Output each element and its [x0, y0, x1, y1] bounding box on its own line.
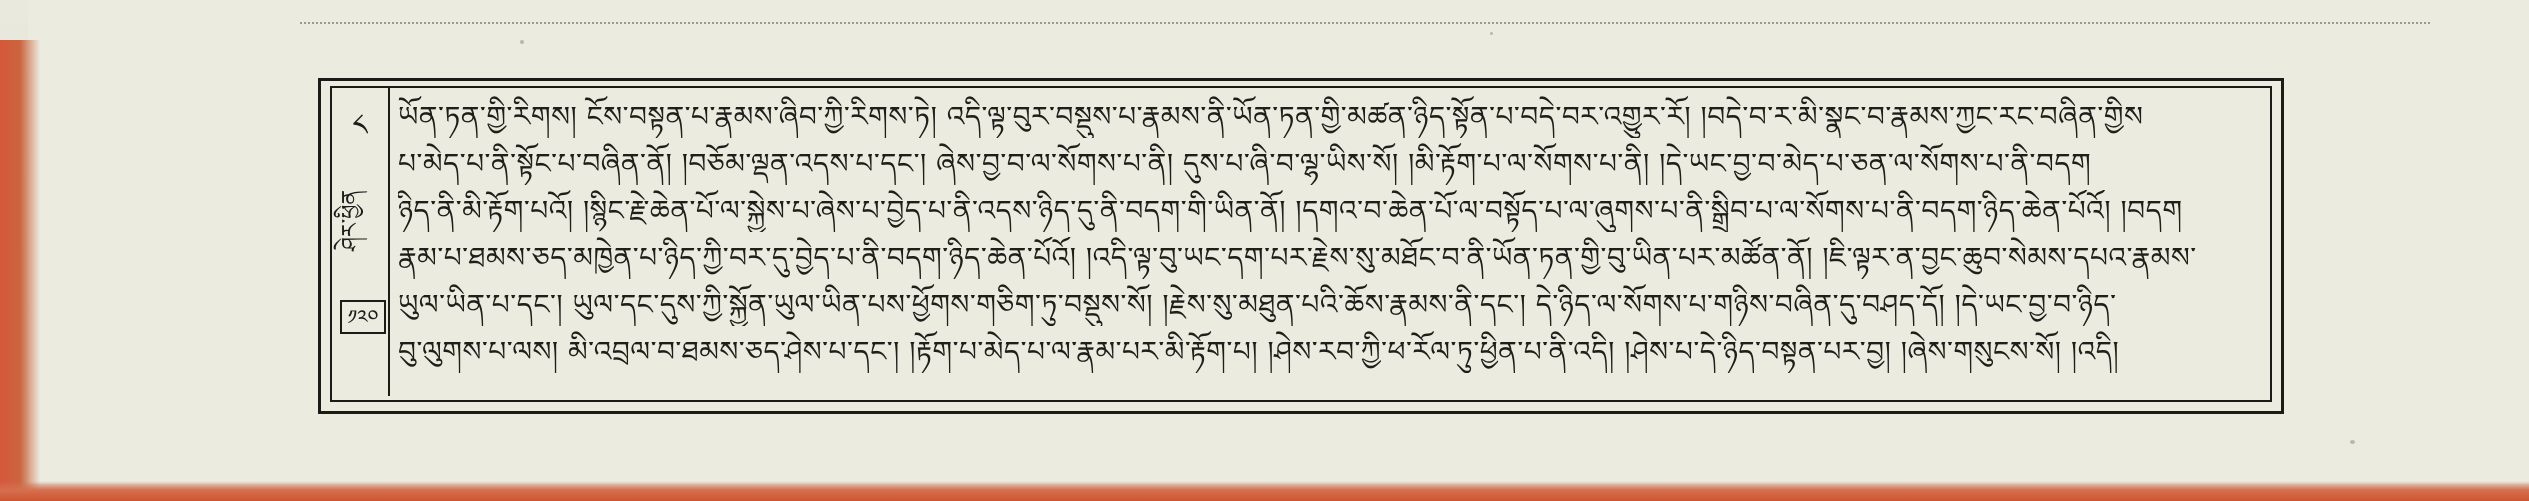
paper-speck [520, 40, 524, 44]
margin-volume-label: ཤེར་ཕྱིན [338, 189, 363, 251]
left-torn-edge [0, 40, 40, 501]
text-block [398, 90, 2260, 396]
text-line-6: བུ་ལུགས་པ་ལས། མི་འབྲལ་བ་ཐམས་ཅད་ཤེས་པ་དང་། །རྟོག་པ་མེད་པ་ལ་རྣམ་པར་མི་རྟོག་པ། །ཤེས་རབ་ཀྱི་ཕ་རོལ་ཏུ་ཕྱིན་པ་ནི་འདི། །ཤེས་པ་དེ་ཉིད་བསྟན་པར་བྱ། །ཞེས་གསུངས་སོ། །འདི། [398, 335, 2120, 368]
text-line-1: ཡོན་ཏན་གྱི་རིགས། ངོས་བསྟན་པ་རྣམས་ཞིབ་ཀྱི་རིགས་ཏེ། འདི་ལྟ་བུར་བསྡུས་པ་རྣམས་ནི་ཡོན་ཏན་གྱི་མཚན་ཉིད་སྟོན་པ་བདེ་བར་འགྱུར་རོ། །བདེ་བ་ར་མི་སྣང་བ་རྣམས་ཀྱང་རང་བཞིན་གྱིས [398, 100, 2144, 133]
folio-number: ༨ [352, 108, 368, 143]
text-line-3: ཉིད་ནི་མི་རྟོག་པའོ། །སྙིང་རྗེ་ཆེན་པོ་ལ་སྐྱེས་པ་ཞེས་པ་བྱེད་པ་ནི་འདས་ཉིད་དུ་ནི་བདག་གི་ཡིན་ནོ། །དགའ་བ་ཆེན་པོ་ལ་བསྟོད་པ་ལ་ཞུགས་པ་ནི་སྒྲིབ་པ་ལ་སོགས་པ་ནི་བདག་ཉིད་ཆེན་པོའོ། །བདག [398, 194, 2183, 227]
bottom-torn-edge [0, 481, 2529, 501]
paper-speck [2350, 440, 2355, 444]
margin-page-number: ༡༢༠ [340, 300, 386, 334]
top-dotted-rule [300, 22, 2430, 24]
text-line-4: རྣམ་པ་ཐམས་ཅད་མཁྱེན་པ་ཉིད་ཀྱི་བར་དུ་བྱེད་པ་ནི་བདག་ཉིད་ཆེན་པོའོ། །འདི་ལྟ་བུ་ཡང་དག་པར་རྗེས་སུ་མཐོང་བ་ནི་ཡོན་ཏན་གྱི་བུ་ཡིན་པར་མཚོན་ནོ། །ཇི་ལྟར་ན་བྱང་ཆུབ་སེམས་དཔའ་རྣམས་ [398, 241, 2197, 274]
text-line-5: ཡུལ་ཡིན་པ་དང་། ཡུལ་དང་དུས་ཀྱི་སྐྱོན་ཡུལ་ཡིན་པས་ཕྱོགས་གཅིག་ཏུ་བསྡུས་སོ། །རྗེས་སུ་མཐུན་པའི་ཆོས་རྣམས་ནི་དང་། དེ་ཉིད་ལ་སོགས་པ་གཉིས་བཞིན་དུ་བཤད་དོ། །དེ་ཡང་བྱ་བ་ཉིད་ [398, 288, 2117, 321]
paper-speck [1490, 32, 1493, 35]
text-line-2: པ་མེད་པ་ནི་སྟོང་པ་བཞིན་ནོ། །བཅོམ་ལྡན་འདས་པ་དང་། ཞེས་བྱ་བ་ལ་སོགས་པ་ནི། དུས་པ་ཞི་བ་ལྷ་ཡིས་སོ། །མི་རྟོག་པ་ལ་སོགས་པ་ནི། །དེ་ཡང་བྱ་བ་མེད་པ་ཅན་ལ་སོགས་པ་ནི་བདག [398, 147, 2092, 180]
